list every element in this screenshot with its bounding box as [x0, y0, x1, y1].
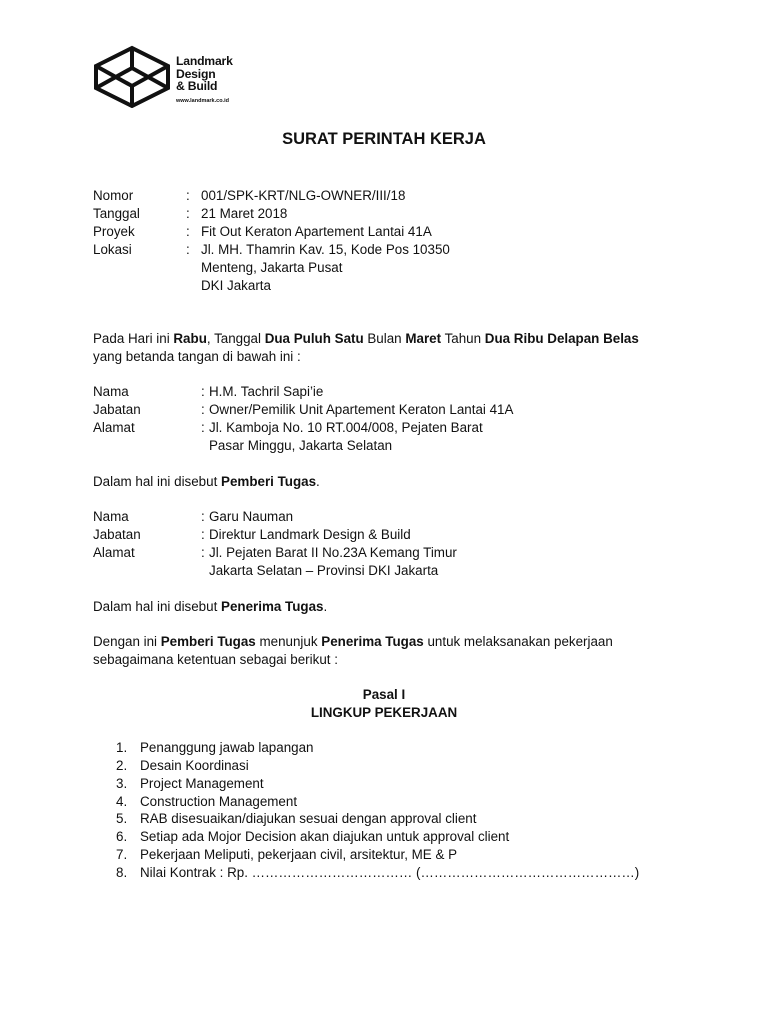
pasal-subheading: LINGKUP PEKERJAAN — [310, 705, 458, 720]
party2-description: Dalam hal ini disebut Penerima Tugas. — [93, 599, 328, 614]
field-value: Jl. MH. Thamrin Kav. 15, Kode Pos 10350 — [201, 242, 450, 257]
document-title: SURAT PERINTAH KERJA — [282, 130, 486, 148]
logo-line-3: & Build — [176, 79, 218, 93]
field-label: Proyek — [93, 224, 135, 239]
field-label: Nomor — [93, 188, 134, 203]
role-pemberi-tugas: Pemberi Tugas — [221, 474, 317, 489]
intro-line-1: Pada Hari ini Rabu, Tanggal Dua Puluh Satu Bulan Maret Tahun Dua Ribu Delapan Belas — [93, 331, 639, 346]
intro-hari: Rabu — [173, 331, 207, 346]
party1-description: Dalam hal ini disebut Pemberi Tugas. — [93, 474, 320, 489]
field-value: 21 Maret 2018 — [201, 206, 288, 221]
assignment-line-2: sebagaimana ketentuan sebagai berikut : — [93, 652, 338, 667]
logo-wordmark — [176, 55, 233, 107]
logo-line-2: Design — [176, 66, 216, 81]
pasal-heading: Pasal I — [362, 687, 406, 702]
intro-line-2: yang betanda tangan di bawah ini : — [93, 349, 301, 364]
logo-line-1: Landmark — [176, 54, 233, 68]
field-label: Lokasi — [93, 242, 132, 257]
field-label: Tanggal — [93, 206, 140, 221]
intro-bulan: Maret — [405, 331, 442, 346]
field-value: 001/SPK-KRT/NLG-OWNER/III/18 — [201, 188, 406, 203]
assignment-line-1: Dengan ini Pemberi Tugas menunjuk Penerima Tugas untuk melaksanakan pekerjaan — [93, 634, 613, 649]
role-penerima-tugas: Penerima Tugas — [221, 599, 324, 614]
intro-tahun: Dua Ribu Delapan Belas — [484, 331, 639, 346]
logo-url: www.landmark.co.id — [176, 97, 229, 104]
field-value: Fit Out Keraton Apartement Lantai 41A — [201, 224, 432, 239]
intro-tanggal: Dua Puluh Satu — [264, 331, 364, 346]
